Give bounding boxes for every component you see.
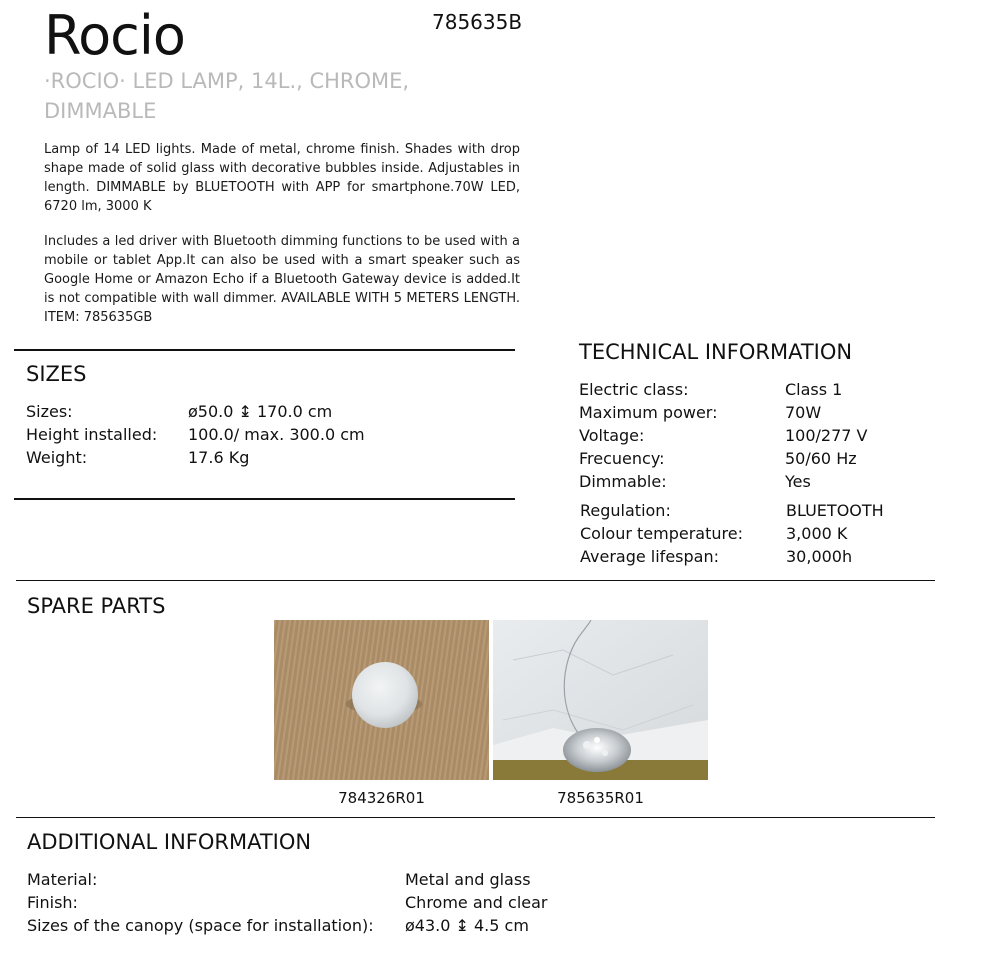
weight-label: Weight: xyxy=(26,448,88,467)
sizes-top-divider xyxy=(14,349,515,351)
spare-parts-divider xyxy=(16,580,935,581)
spare-part-code: 784326R01 xyxy=(338,789,425,807)
product-subtitle: ·ROCIO· LED LAMP, 14L., CHROME, DIMMABLE xyxy=(44,69,410,123)
maximum-power-value: 70W xyxy=(785,403,822,422)
electric-class-label: Electric class: xyxy=(579,380,689,399)
technical-row xyxy=(579,424,868,447)
technical-row xyxy=(579,447,868,470)
technical-row xyxy=(580,522,884,545)
sizes-value: ø50.0 ↨ 170.0 cm xyxy=(188,402,333,421)
canopy-image xyxy=(274,620,489,780)
technical-row xyxy=(580,499,884,522)
spare-part-photo-shade xyxy=(493,620,708,780)
maximum-power-label: Maximum power: xyxy=(579,403,718,422)
additional-section-title: ADDITIONAL INFORMATION xyxy=(27,830,312,854)
sizes-row xyxy=(26,400,365,423)
additional-divider xyxy=(16,817,935,818)
technical-row xyxy=(579,401,868,424)
spare-part-code: 785635R01 xyxy=(557,789,644,807)
average-lifespan-label: Average lifespan: xyxy=(580,547,719,566)
finish-value: Chrome and clear xyxy=(405,893,548,912)
height-installed-value: 100.0/ max. 300.0 cm xyxy=(188,425,365,444)
additional-row xyxy=(27,914,548,937)
technical-row xyxy=(579,470,868,488)
material-label: Material: xyxy=(27,870,98,889)
additional-row xyxy=(27,868,548,891)
electric-class-value: Class 1 xyxy=(785,380,843,399)
sizes-bottom-divider xyxy=(14,498,515,500)
frequency-value: 50/60 Hz xyxy=(785,449,857,468)
sizes-row xyxy=(26,446,365,469)
colour-temperature-label: Colour temperature: xyxy=(580,524,743,543)
sizes-label: Sizes: xyxy=(26,402,73,421)
colour-temperature-value: 3,000 K xyxy=(786,524,848,543)
description-paragraph-2: Includes a led driver with Bluetooth dimming functions to be used with a mobile or tablet App.It can also be used with a smart speaker such as Google Home or Amazon Echo if a Bluetooth Gateway device is added.It is not compatible with wall dimmer. AVAILABLE WITH 5 METERS LENGTH. ITEM: 785635GB xyxy=(44,234,520,325)
glass-shade-image xyxy=(493,620,708,780)
product-title: Rocio xyxy=(44,4,185,67)
additional-row xyxy=(27,891,548,914)
sizes-table xyxy=(26,400,365,469)
technical-table xyxy=(579,378,868,488)
technical-row xyxy=(579,378,868,401)
sizes-section-title: SIZES xyxy=(26,362,87,386)
spare-parts-section-title: SPARE PARTS xyxy=(27,594,166,618)
technical-row xyxy=(580,545,884,568)
regulation-label: Regulation: xyxy=(580,501,671,520)
regulation-value: BLUETOOTH xyxy=(786,501,884,520)
finish-label: Finish: xyxy=(27,893,78,912)
product-reference: 785635B xyxy=(432,10,523,34)
average-lifespan-value: 30,000h xyxy=(786,547,853,566)
canopy-size-label: Sizes of the canopy (space for installation): xyxy=(27,916,374,935)
technical-table-2 xyxy=(580,499,884,568)
material-value: Metal and glass xyxy=(405,870,531,889)
dimmable-label: Dimmable: xyxy=(579,472,667,488)
sizes-row xyxy=(26,423,365,446)
technical-section-title: TECHNICAL INFORMATION xyxy=(579,340,853,364)
frequency-label: Frecuency: xyxy=(579,449,665,468)
spare-part-photo-canopy xyxy=(274,620,489,780)
weight-value: 17.6 Kg xyxy=(188,448,250,467)
description-paragraph-1: Lamp of 14 LED lights. Made of metal, chrome finish. Shades with drop shape made of solid glass with decorative bubbles inside. Adjustables in length. DIMMABLE by BLUETOOTH with APP for smartphone.70W LED, 6720 lm, 3000 K xyxy=(44,142,520,214)
voltage-value: 100/277 V xyxy=(785,426,868,445)
voltage-label: Voltage: xyxy=(579,426,645,445)
dimmable-value: Yes xyxy=(785,472,811,488)
canopy-size-value: ø43.0 ↨ 4.5 cm xyxy=(405,916,529,935)
height-installed-label: Height installed: xyxy=(26,425,158,444)
additional-table xyxy=(27,868,548,937)
